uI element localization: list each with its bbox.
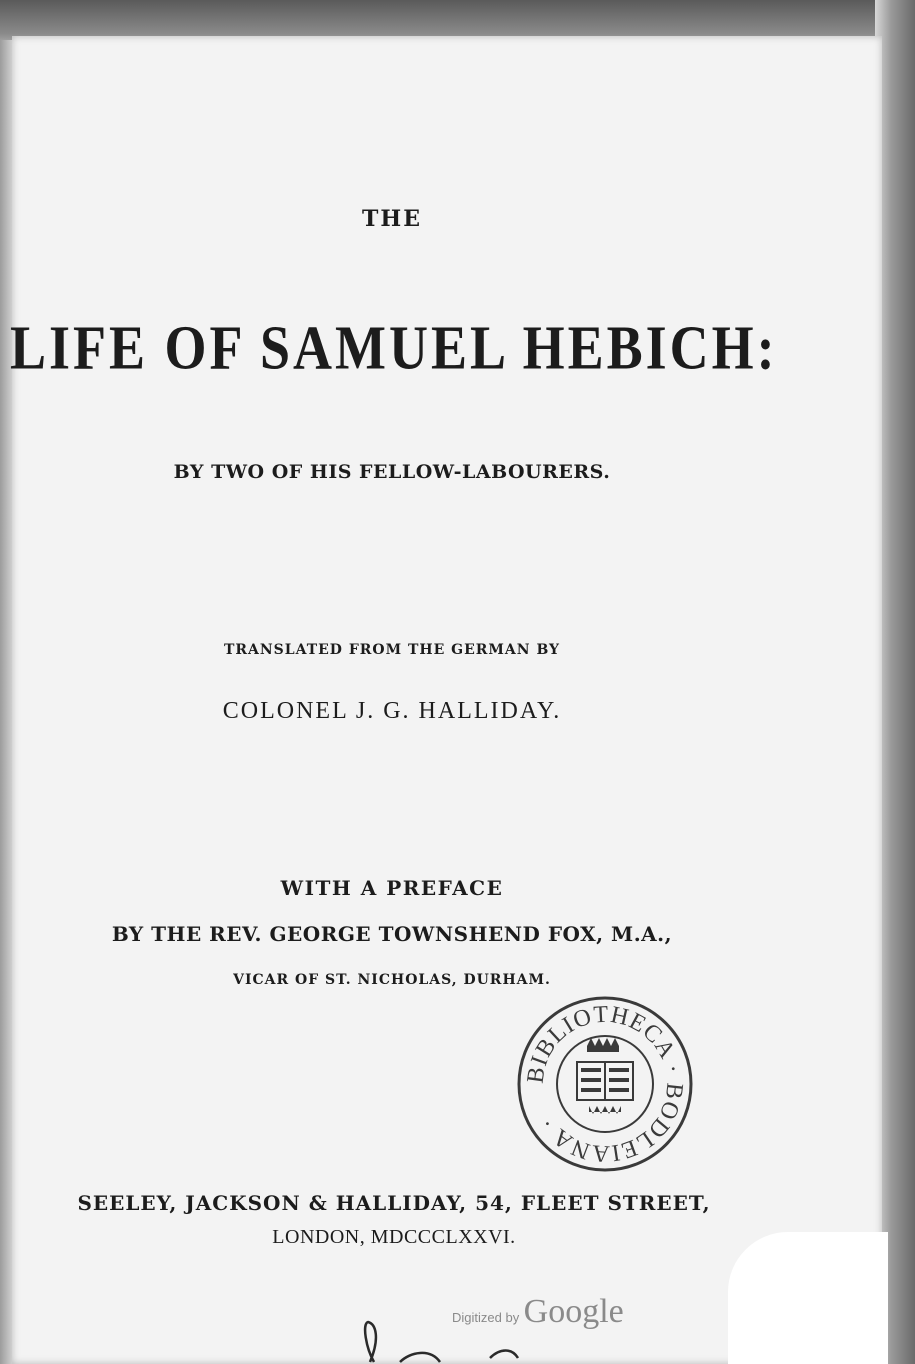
torn-page-corner bbox=[728, 1232, 888, 1364]
watermark-brand: Google bbox=[523, 1293, 624, 1330]
preface-heading: WITH A PREFACE bbox=[280, 876, 504, 900]
authors-byline: BY TWO OF HIS FELLOW-LABOURERS. bbox=[173, 461, 611, 483]
title-page bbox=[12, 36, 882, 1364]
preface-author: BY THE REV. GEORGE TOWNSHEND FOX, M.A., bbox=[111, 922, 673, 946]
imprint-line: LONDON, MDCCCLXXVI. bbox=[272, 1226, 516, 1248]
preface-author-title: VICAR OF ST. NICHOLAS, DURHAM. bbox=[233, 972, 551, 988]
title-article: THE bbox=[362, 206, 422, 232]
watermark-prefix: Digitized by bbox=[452, 1310, 520, 1325]
publisher-line: SEELEY, JACKSON & HALLIDAY, 54, FLEET STREET, bbox=[77, 1191, 711, 1215]
stamp-text: BIBLIOTHECA · BODLEIANA · bbox=[522, 1001, 688, 1167]
translated-by-label: TRANSLATED FROM THE GERMAN BY bbox=[223, 642, 561, 658]
book-title: LIFE OF SAMUEL HEBICH: bbox=[10, 313, 778, 383]
translator-name: COLONEL J. G. HALLIDAY. bbox=[222, 698, 562, 724]
library-stamp-icon bbox=[515, 994, 695, 1174]
google-watermark bbox=[452, 1293, 624, 1331]
